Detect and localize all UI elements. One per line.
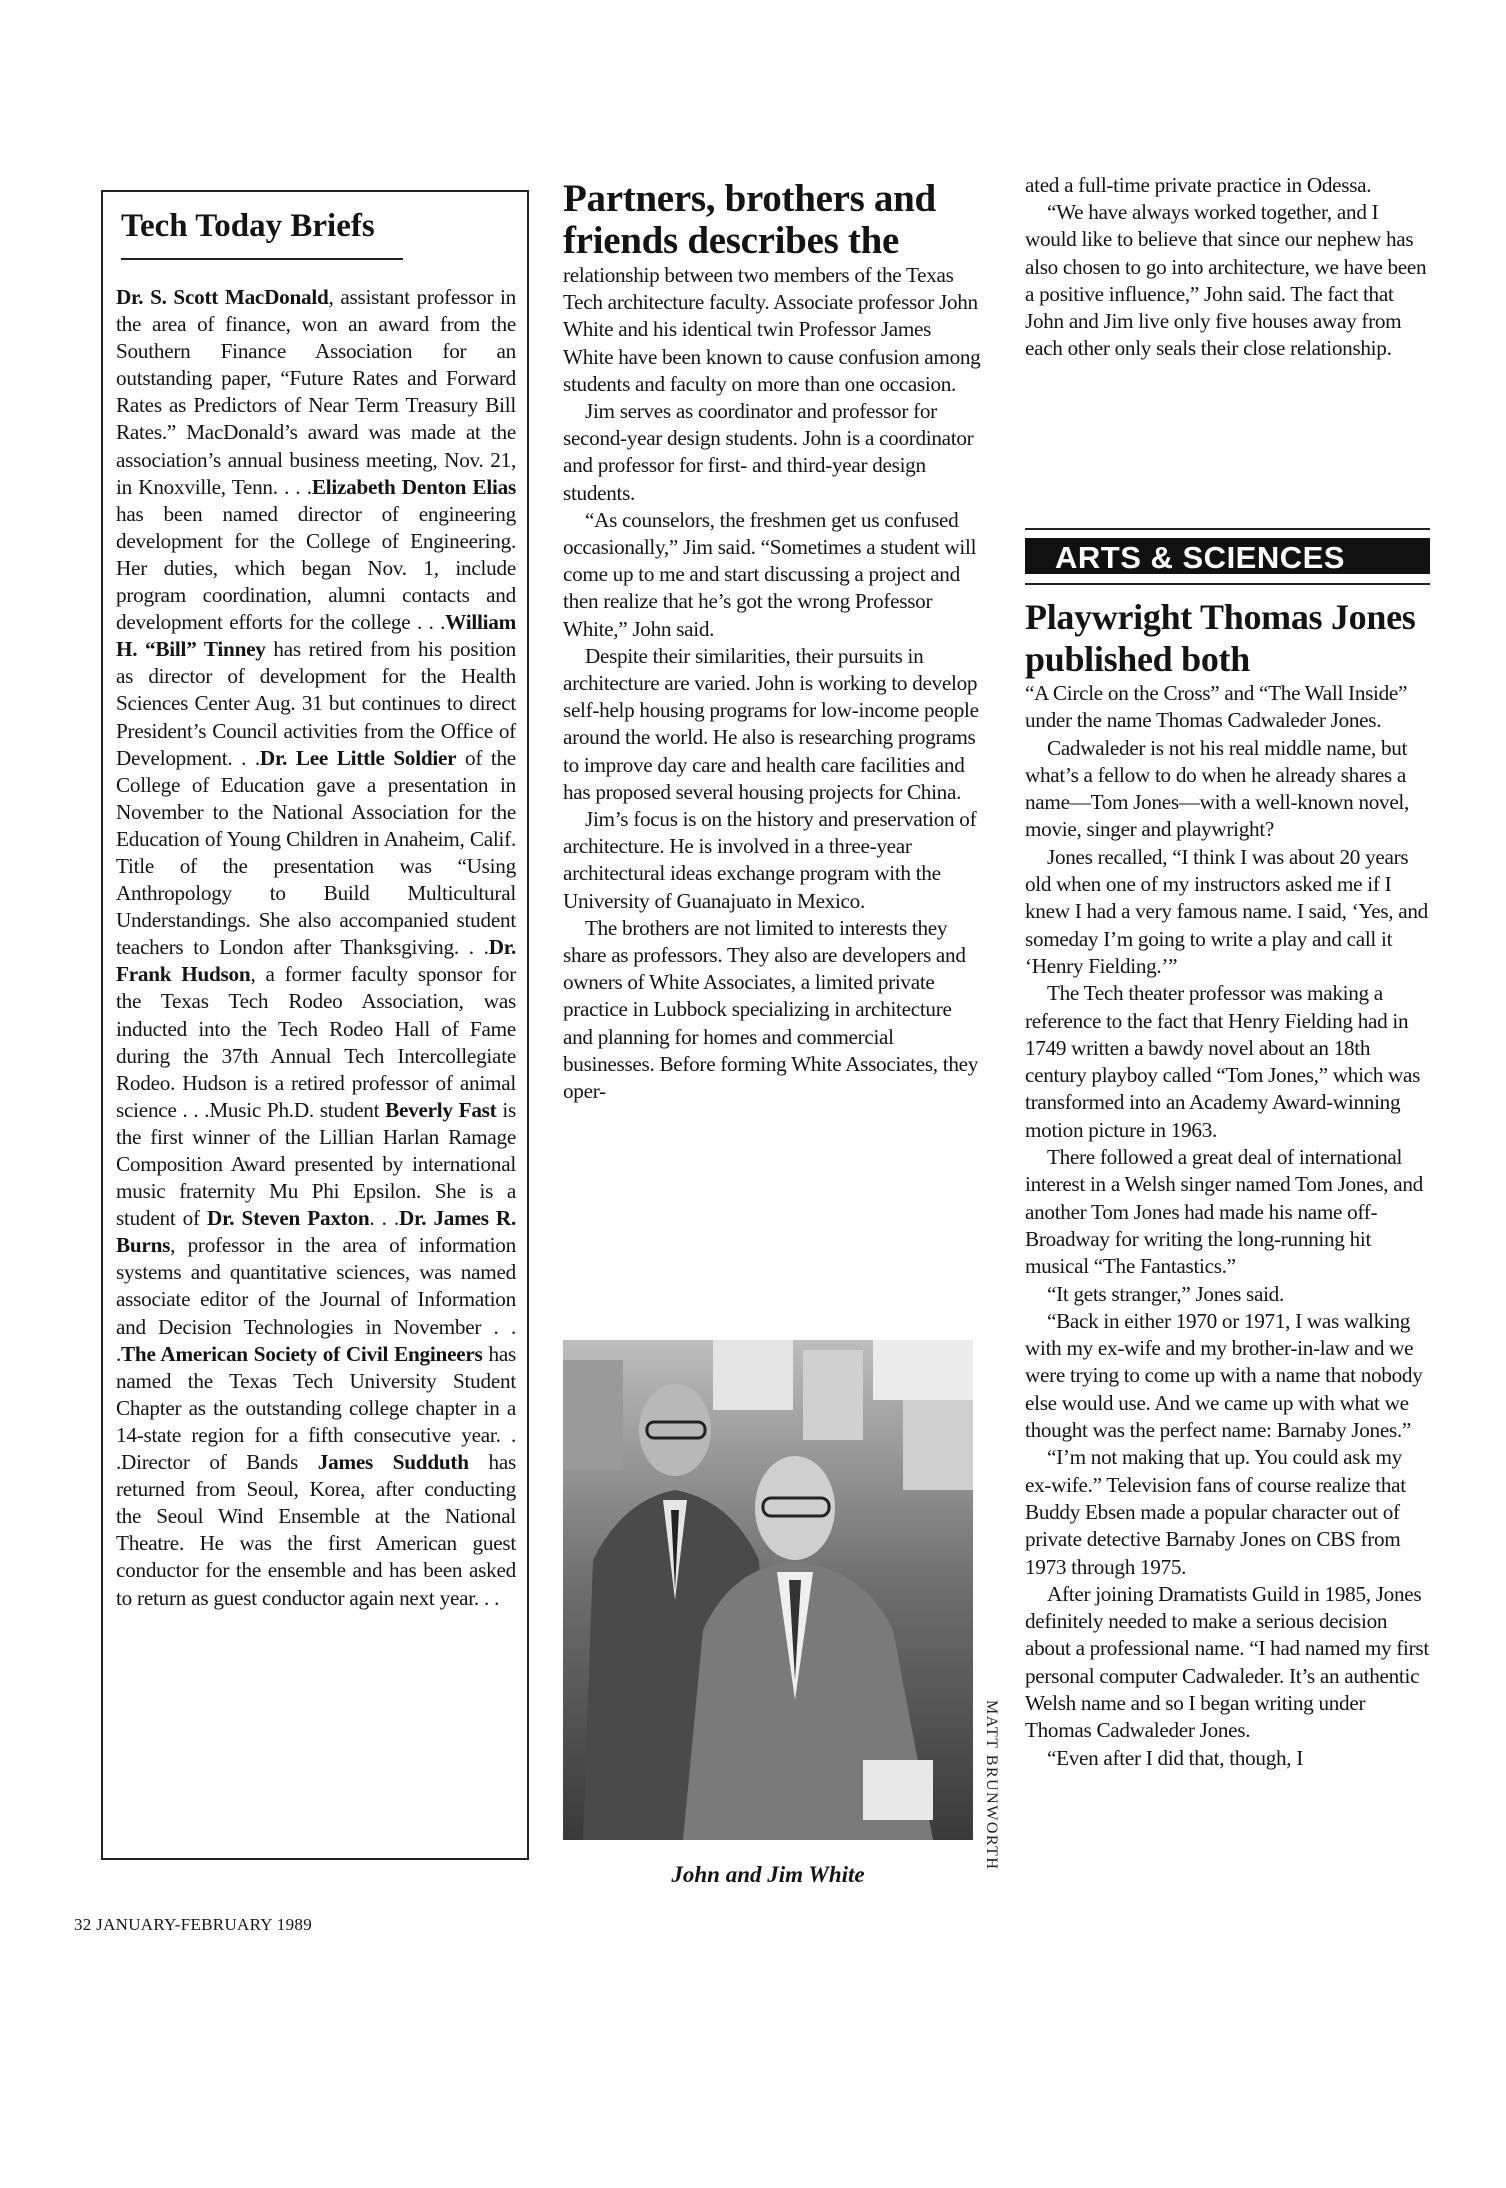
briefs-text: has been named director of engineering development for the College of Engineering. Her duties, which began Nov. 1, include program coordination, alumni contacts and development efforts for the college . . . xyxy=(116,501,516,635)
briefs-text: . . . xyxy=(369,1206,399,1231)
briefs-name: Dr. Frank Hudson xyxy=(116,935,516,987)
page-footer: 32 JANUARY-FEBRUARY 1989 xyxy=(74,1915,312,1934)
middle-paragraph: “As counselors, the freshmen get us confused occasionally,” Jim said. “Sometimes a student will come up to me and start discussing a project and then realize that he’s got the wrong Professor White,” John said. xyxy=(563,507,977,641)
briefs-name: Beverly Fast xyxy=(385,1097,497,1122)
middle-paragraph: Jim serves as coordinator and professor for second-year design students. John is a coordinator and professor for first- and third-year design students. xyxy=(563,399,974,505)
section-label: ARTS & SCIENCES xyxy=(1055,540,1345,575)
right-top-body xyxy=(1025,172,1430,362)
briefs-text: , professor in the area of information systems and quantitative sciences, was named associate editor of the Journal of Information and Decision Technologies in November . . . xyxy=(116,1233,516,1366)
right-paragraph: After joining Dramatists Guild in 1985, Jones definitely needed to make a serious decision about a professional name. “I had named my first personal computer Cadwaleder. It’s an authentic Welsh name and so I began writing under Thomas Cadwaleder Jones. xyxy=(1025,1581,1429,1743)
right-paragraph: “Even after I did that, though, I xyxy=(1047,1745,1304,1770)
middle-column xyxy=(563,178,985,1105)
briefs-body xyxy=(116,284,516,1612)
briefs-text: has returned from Seoul, Korea, after conducting the Seoul Wind Ensemble at the National Theatre. He was the first American guest conductor for the ensemble and has been asked to return as guest conductor again next year. . . xyxy=(116,1450,516,1610)
right-paragraph: “Back in either 1970 or 1971, I was walking with my ex-wife and my brother-in-law and we were trying to come up with a name that nobody else would use. And we came up with what we thought was the perfect name: Barnaby Jones.” xyxy=(1025,1308,1423,1443)
twins-photo xyxy=(563,1340,973,1840)
right-paragraph: “A Circle on the Cross” and “The Wall Inside” under the name Thomas Cadwaleder Jones. xyxy=(1025,681,1408,733)
middle-article-body xyxy=(563,262,985,1105)
photo-caption: John and Jim White xyxy=(671,1862,865,1887)
briefs-name: Elizabeth Denton Elias xyxy=(311,474,516,499)
briefs-name: Dr. Lee Little Soldier xyxy=(259,745,457,770)
briefs-text: , assistant professor in the area of finance, won an award from the Southern Finance Association for an outstanding paper, “Future Rates and Forward Rates as Predictors of Near Term Treasury Bill Rates.” MacDonald’s award was made at the association’s annual business meeting, Nov. 21, in Knoxville, Tenn. . . . xyxy=(116,285,517,499)
middle-paragraph: relationship between two members of the Texas Tech architecture faculty. Associate professor John White and his identical twin Professor James White have been known to cause confusion among students and faculty on more than one occasion. xyxy=(563,263,981,396)
right-top-paragraph: ated a full-time private practice in Odessa. xyxy=(1025,173,1372,197)
briefs-text: is the first winner of the Lillian Harlan Ramage Composition Award presented by international music fraternity Mu Phi Epsilon. She is a student of xyxy=(116,1097,516,1231)
briefs-title: Tech Today Briefs xyxy=(121,208,375,244)
briefs-name: James Sudduth xyxy=(317,1450,469,1475)
briefs-text: of the College of Education gave a presentation in November to the National Association for the Education of Young Children in Anaheim, Calif. Title of the presentation was “Using Anthropology to Build Multicultural Understandings. She also accompanied student teachers to London after Thanksgiving. . . xyxy=(116,745,516,960)
briefs-title-rule xyxy=(121,258,403,260)
right-top-paragraph: “We have always worked together, and I would like to believe that since our nephew has also chosen to go into architecture, we have been a positive influence,” John said. The fact that John and Jim live only five houses away from each other only seals their close relationship. xyxy=(1025,200,1427,361)
middle-headline: Partners, brothers and friends describes the xyxy=(563,177,936,262)
right-column-top xyxy=(1025,172,1430,362)
briefs-name: Dr. James R. Burns xyxy=(116,1206,517,1258)
middle-paragraph: Jim’s focus is on the history and preservation of architecture. He is involved in a three-year architectural ideas exchange program with the University of Guanajuato in Mexico. xyxy=(563,807,977,913)
briefs-text: has retired from his position as director of development for the Health Sciences Center Aug. 31 but continues to direct President’s Council activities from the Office of Development. . . xyxy=(116,637,516,770)
right-paragraph: “It gets stranger,” Jones said. xyxy=(1047,1281,1284,1306)
briefs-text: , a former faculty sponsor for the Texas Tech Rodeo Association, was inducted into the Tech Rodeo Hall of Fame during the 37th Annual Tech Intercollegiate Rodeo. Hudson is a retired professor of animal science . . .Music Ph.D. student xyxy=(116,962,516,1122)
briefs-box xyxy=(101,190,529,1860)
right-article-body xyxy=(1025,680,1430,1772)
photo-credit: MATT BRUNWORTH xyxy=(983,1700,1000,1871)
right-paragraph: The Tech theater professor was making a reference to the fact that Henry Fielding had in 1749 written a bawdy novel about an 18th century playboy called “Tom Jones,” which was transformed into an Academy Award-winning motion picture in 1963. xyxy=(1025,981,1421,1142)
right-paragraph: There followed a great deal of international interest in a Welsh singer named Tom Jones, and another Tom Jones had made his name off-Broadway for writing the long-running hit musical “The Fantastics.” xyxy=(1025,1145,1423,1279)
right-paragraph: Cadwaleder is not his real middle name, but what’s a fellow to do when he already shares a name—Tom Jones—with a well-known novel, movie, singer and playwright? xyxy=(1025,735,1410,842)
right-paragraph: Jones recalled, “I think I was about 20 years old when one of my instructors asked me if I knew I had a very famous name. I said, ‘Yes, and someday I’m going to write a play and call it ‘Henry Fielding.’” xyxy=(1025,844,1428,978)
right-column-article xyxy=(1025,596,1430,1772)
right-paragraph: “I’m not making that up. You could ask my ex-wife.” Television fans of course realize that Buddy Ebsen made a popular character out of private detective Barnaby Jones on CBS from 1973 through 1975. xyxy=(1025,1445,1406,1579)
section-rule-top xyxy=(1025,528,1430,530)
middle-paragraph: Despite their similarities, their pursuits in architecture are varied. John is working to develop self-help housing programs for low-income people around the world. He also is researching programs to improve day care and health care facilities and has proposed several housing projects for China. xyxy=(563,643,979,804)
middle-paragraph: The brothers are not limited to interests they share as professors. They also are developers and owners of White Associates, a limited private practice in Lubbock specializing in architecture and planning for homes and commercial businesses. Before forming White Associates, they oper- xyxy=(563,915,979,1104)
section-band xyxy=(1025,538,1430,574)
briefs-name: Dr. Steven Paxton xyxy=(207,1206,370,1231)
section-banner xyxy=(1025,528,1430,586)
briefs-name: The American Society of Civil Engineers xyxy=(121,1341,483,1366)
briefs-name: Dr. S. Scott MacDonald xyxy=(116,285,329,309)
twins-photo-illustration xyxy=(563,1340,973,1840)
section-rule-bottom xyxy=(1025,583,1430,585)
briefs-paragraph xyxy=(116,284,516,1612)
briefs-text: has named the Texas Tech University Student Chapter as the outstanding college chapter in a 14-state region for a fifth consecutive year. . .Director of Bands xyxy=(116,1341,516,1475)
right-headline: Playwright Thomas Jones published both xyxy=(1025,597,1416,679)
briefs-name: William H. “Bill” Tinney xyxy=(116,610,516,662)
